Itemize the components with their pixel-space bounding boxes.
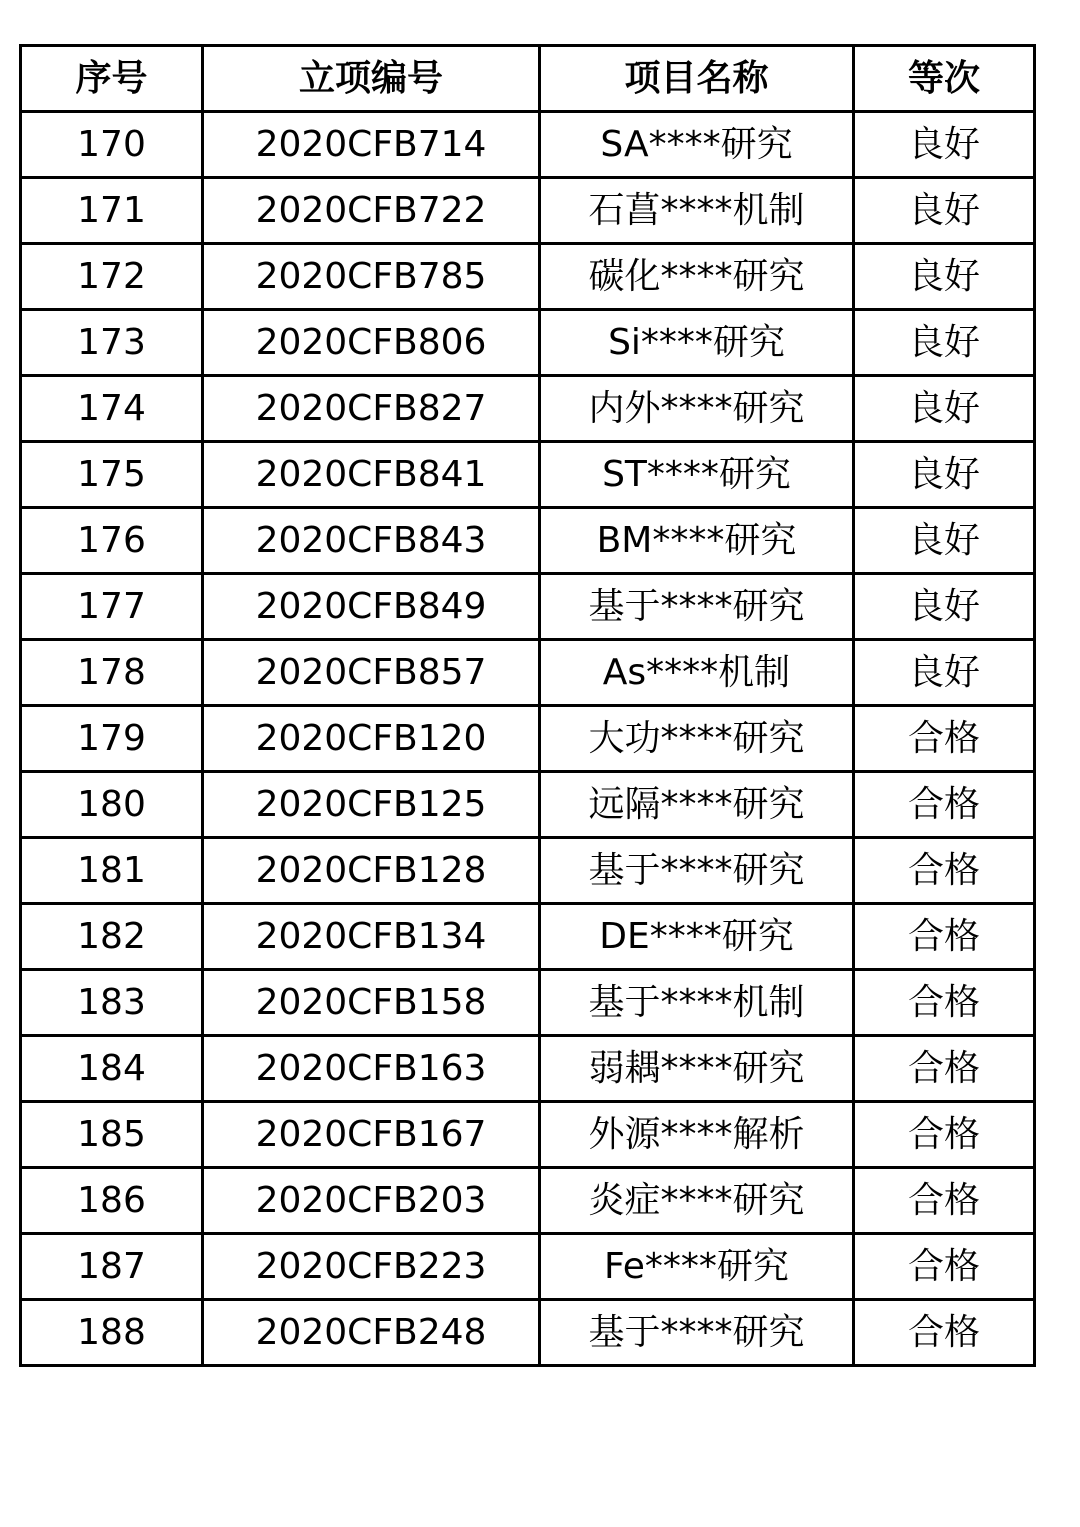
table-row (21, 706, 1035, 772)
cell-serial-number: 187 (21, 1234, 203, 1300)
cell-grade: 良好 (854, 574, 1035, 640)
table-row (21, 1102, 1035, 1168)
table-row (21, 970, 1035, 1036)
table-header (21, 46, 1035, 112)
cell-project-name: 外源****解析 (540, 1102, 854, 1168)
table-row (21, 574, 1035, 640)
cell-grade: 良好 (854, 244, 1035, 310)
cell-serial-number: 177 (21, 574, 203, 640)
cell-project-name: ST****研究 (540, 442, 854, 508)
cell-project-name: Si****研究 (540, 310, 854, 376)
cell-project-id: 2020CFB722 (203, 178, 540, 244)
cell-grade: 良好 (854, 310, 1035, 376)
table-row (21, 1300, 1035, 1366)
cell-project-name: 内外****研究 (540, 376, 854, 442)
cell-project-name: 弱耦****研究 (540, 1036, 854, 1102)
cell-serial-number: 180 (21, 772, 203, 838)
cell-project-id: 2020CFB841 (203, 442, 540, 508)
cell-serial-number: 175 (21, 442, 203, 508)
table-row (21, 1036, 1035, 1102)
cell-serial-number: 184 (21, 1036, 203, 1102)
table-row (21, 244, 1035, 310)
table-row (21, 772, 1035, 838)
cell-project-id: 2020CFB827 (203, 376, 540, 442)
cell-serial-number: 174 (21, 376, 203, 442)
table-row (21, 838, 1035, 904)
header-grade: 等次 (854, 46, 1035, 112)
cell-project-id: 2020CFB806 (203, 310, 540, 376)
cell-serial-number: 173 (21, 310, 203, 376)
cell-serial-number: 185 (21, 1102, 203, 1168)
cell-grade: 良好 (854, 178, 1035, 244)
table-row (21, 178, 1035, 244)
table-body (21, 112, 1035, 1366)
cell-serial-number: 179 (21, 706, 203, 772)
cell-serial-number: 178 (21, 640, 203, 706)
cell-project-name: DE****研究 (540, 904, 854, 970)
cell-project-id: 2020CFB134 (203, 904, 540, 970)
table-row (21, 1168, 1035, 1234)
cell-project-name: 基于****研究 (540, 1300, 854, 1366)
cell-grade: 良好 (854, 508, 1035, 574)
cell-project-id: 2020CFB857 (203, 640, 540, 706)
cell-serial-number: 170 (21, 112, 203, 178)
cell-grade: 合格 (854, 706, 1035, 772)
cell-project-name: 基于****机制 (540, 970, 854, 1036)
cell-grade: 合格 (854, 1168, 1035, 1234)
cell-grade: 合格 (854, 904, 1035, 970)
cell-serial-number: 172 (21, 244, 203, 310)
table-row (21, 112, 1035, 178)
cell-serial-number: 182 (21, 904, 203, 970)
cell-project-name: 大功****研究 (540, 706, 854, 772)
cell-grade: 合格 (854, 1300, 1035, 1366)
table-row (21, 904, 1035, 970)
cell-project-id: 2020CFB843 (203, 508, 540, 574)
header-row (21, 46, 1035, 112)
cell-project-name: SA****研究 (540, 112, 854, 178)
cell-serial-number: 171 (21, 178, 203, 244)
results-table (19, 44, 1036, 1367)
cell-project-id: 2020CFB128 (203, 838, 540, 904)
cell-project-name: 炎症****研究 (540, 1168, 854, 1234)
table-row (21, 442, 1035, 508)
cell-project-id: 2020CFB125 (203, 772, 540, 838)
cell-project-id: 2020CFB163 (203, 1036, 540, 1102)
cell-project-name: BM****研究 (540, 508, 854, 574)
cell-grade: 良好 (854, 640, 1035, 706)
header-serial-number: 序号 (21, 46, 203, 112)
cell-grade: 良好 (854, 376, 1035, 442)
cell-grade: 合格 (854, 838, 1035, 904)
cell-project-id: 2020CFB203 (203, 1168, 540, 1234)
cell-project-id: 2020CFB714 (203, 112, 540, 178)
cell-grade: 合格 (854, 1102, 1035, 1168)
cell-serial-number: 188 (21, 1300, 203, 1366)
cell-project-id: 2020CFB248 (203, 1300, 540, 1366)
table-row (21, 1234, 1035, 1300)
cell-project-name: 基于****研究 (540, 838, 854, 904)
cell-project-id: 2020CFB167 (203, 1102, 540, 1168)
header-project-name: 项目名称 (540, 46, 854, 112)
cell-project-id: 2020CFB849 (203, 574, 540, 640)
cell-grade: 合格 (854, 1234, 1035, 1300)
header-project-id: 立项编号 (203, 46, 540, 112)
table-row (21, 508, 1035, 574)
table-row (21, 310, 1035, 376)
cell-project-name: 石菖****机制 (540, 178, 854, 244)
cell-grade: 合格 (854, 970, 1035, 1036)
cell-grade: 良好 (854, 442, 1035, 508)
table-row (21, 376, 1035, 442)
cell-grade: 合格 (854, 1036, 1035, 1102)
cell-serial-number: 186 (21, 1168, 203, 1234)
cell-project-id: 2020CFB785 (203, 244, 540, 310)
cell-project-id: 2020CFB158 (203, 970, 540, 1036)
cell-project-name: 基于****研究 (540, 574, 854, 640)
cell-grade: 良好 (854, 112, 1035, 178)
cell-grade: 合格 (854, 772, 1035, 838)
cell-project-name: 远隔****研究 (540, 772, 854, 838)
cell-project-id: 2020CFB120 (203, 706, 540, 772)
cell-project-name: 碳化****研究 (540, 244, 854, 310)
cell-serial-number: 176 (21, 508, 203, 574)
results-table-container (19, 44, 1036, 1367)
cell-serial-number: 183 (21, 970, 203, 1036)
table-row (21, 640, 1035, 706)
cell-project-name: As****机制 (540, 640, 854, 706)
cell-project-id: 2020CFB223 (203, 1234, 540, 1300)
cell-serial-number: 181 (21, 838, 203, 904)
cell-project-name: Fe****研究 (540, 1234, 854, 1300)
